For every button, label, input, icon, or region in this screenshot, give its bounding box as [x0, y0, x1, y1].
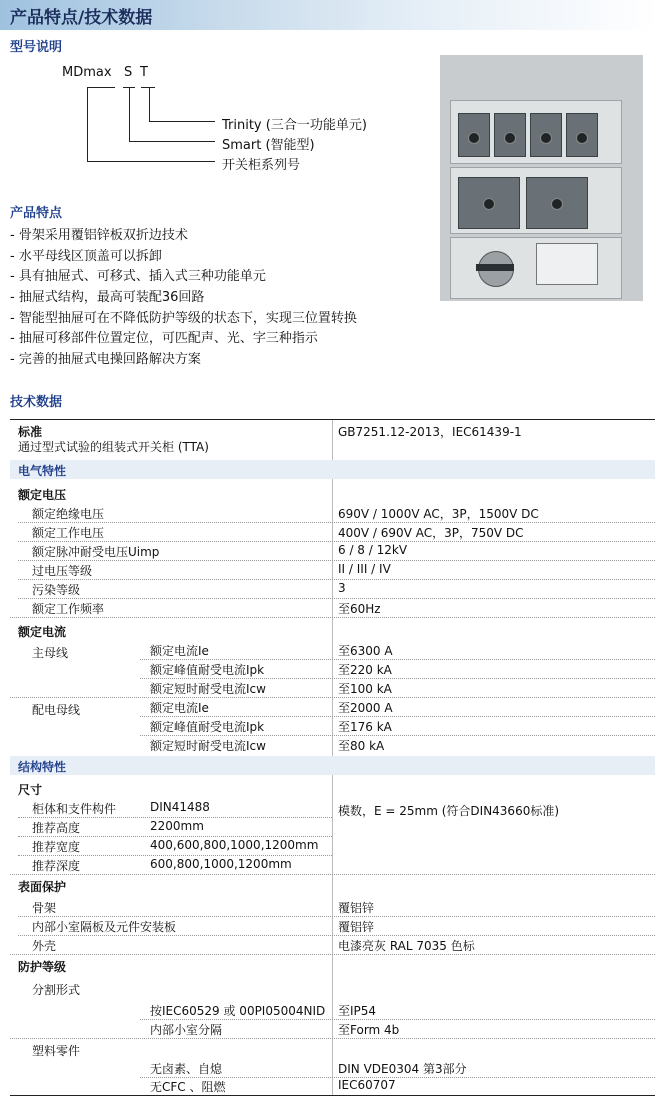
dist-bus-row-value: 至80 kA [338, 739, 385, 753]
size-row-label: 柜体和支件构件 [32, 802, 117, 816]
model-line [141, 87, 155, 88]
plastic-label: 塑料零件 [32, 1044, 81, 1058]
voltage-label: 额定工作频率 [32, 602, 105, 616]
rated-current-heading: 额定电流 [18, 625, 67, 639]
feature-item: - 具有抽屉式、可移式、插入式三种功能单元 [10, 269, 266, 284]
voltage-value: 6 / 8 / 12kV [338, 543, 408, 557]
main-bus-row-value: 至100 kA [338, 682, 392, 696]
model-line [149, 121, 215, 122]
feature-item: - 水平母线区顶盖可以拆卸 [10, 249, 162, 264]
page-header [0, 0, 659, 30]
partition-row-value: 至IP54 [338, 1004, 377, 1018]
protection-heading: 防护等级 [18, 960, 67, 974]
model-heading: 型号说明 [10, 40, 63, 55]
model-t: T [140, 65, 148, 80]
size-row-label: 推荐宽度 [32, 840, 81, 854]
dist-bus-row-label: 额定峰值耐受电流Ipk [150, 720, 265, 734]
dist-bus-row-value: 至176 kA [338, 720, 392, 734]
voltage-label: 污染等级 [32, 583, 81, 597]
plastic-row-mid: 无CFC 、阻燃 [150, 1080, 226, 1094]
tech-table [10, 419, 655, 1096]
feature-item: - 骨架采用覆铝锌板双折边技术 [10, 228, 188, 243]
standard-value: GB7251.12-2013，IEC61439-1 [338, 425, 522, 439]
dist-bus-label: 配电母线 [32, 703, 81, 717]
dist-bus-row-label: 额定电流Ie [150, 701, 209, 715]
model-line [87, 161, 215, 162]
standard-label: 标准 [18, 425, 43, 439]
model-line [87, 87, 115, 88]
main-bus-row-label: 额定短时耐受电流Icw [150, 682, 266, 696]
dist-bus-row-value: 至2000 A [338, 701, 393, 715]
plastic-row-value: DIN VDE0304 第3部分 [338, 1062, 467, 1076]
size-row-label: 推荐深度 [32, 859, 81, 873]
tech-heading: 技术数据 [10, 395, 63, 410]
size-value: 模数，E = 25mm (符合DIN43660标准) [338, 804, 560, 818]
standard-sub: 通过型式试验的组装式开关柜 (TTA) [18, 440, 209, 454]
model-trinity: Trinity (三合一功能单元) [222, 118, 367, 133]
surface-row-label: 外壳 [32, 939, 57, 953]
feature-item: - 完善的抽屉式电操回路解决方案 [10, 352, 201, 367]
rated-voltage-heading: 额定电压 [18, 488, 67, 502]
surface-row-value: 电漆亮灰 RAL 7035 色标 [338, 939, 475, 953]
size-row-label: 推荐高度 [32, 821, 81, 835]
plastic-row-mid: 无卤素、自熄 [150, 1062, 223, 1076]
surface-row-label: 骨架 [32, 901, 57, 915]
model-s: S [124, 65, 133, 80]
model-line [129, 141, 215, 142]
plastic-row-value: IEC60707 [338, 1078, 396, 1092]
model-smart: Smart (智能型) [222, 138, 315, 153]
main-bus-row-label: 额定电流Ie [150, 644, 209, 658]
partition-row-mid: 按IEC60529 或 00PI05004NID [150, 1004, 326, 1018]
surface-row-value: 覆铝锌 [338, 901, 375, 915]
size-row-mid: 2200mm [150, 819, 204, 833]
feature-item: - 智能型抽屉可在不降低防护等级的状态下，实现三位置转换 [10, 311, 357, 326]
feature-item: - 抽屉式结构，最高可装配36回路 [10, 290, 205, 305]
size-heading: 尺寸 [18, 783, 43, 797]
main-bus-row-value: 至6300 A [338, 644, 393, 658]
size-row-mid: DIN41488 [150, 800, 210, 814]
voltage-value: 3 [338, 581, 346, 595]
partition-label: 分割形式 [32, 983, 81, 997]
main-bus-row-value: 至220 kA [338, 663, 392, 677]
surface-heading: 表面保护 [18, 880, 67, 894]
voltage-label: 额定工作电压 [32, 526, 105, 540]
page-title: 产品特点/技术数据 [10, 8, 153, 28]
surface-row-label: 内部小室隔板及元件安装板 [32, 920, 177, 934]
model-series: 开关柜系列号 [222, 158, 301, 173]
voltage-value: 至60Hz [338, 602, 381, 616]
band-electrical: 电气特性 [10, 460, 655, 479]
model-line [87, 87, 88, 162]
voltage-label: 额定绝缘电压 [32, 507, 105, 521]
model-code: MDmax [62, 65, 112, 80]
voltage-value: II / III / IV [338, 562, 391, 576]
main-bus-row-label: 额定峰值耐受电流Ipk [150, 663, 265, 677]
band-structure: 结构特性 [10, 756, 655, 775]
voltage-label: 额定脉冲耐受电压Uimp [32, 545, 160, 559]
main-bus-label: 主母线 [32, 646, 69, 660]
model-line [149, 87, 150, 122]
surface-row-value: 覆铝锌 [338, 920, 375, 934]
switchgear-photo [440, 55, 643, 301]
partition-row-mid: 内部小室分隔 [150, 1023, 223, 1037]
partition-row-value: 至Form 4b [338, 1023, 400, 1037]
features-heading: 产品特点 [10, 206, 63, 221]
feature-item: - 抽屉可移部件位置定位，可匹配声、光、字三种指示 [10, 331, 318, 346]
size-row-mid: 600,800,1000,1200mm [150, 857, 292, 871]
voltage-value: 400V / 690V AC，3P，750V DC [338, 526, 524, 540]
voltage-label: 过电压等级 [32, 564, 93, 578]
model-line [129, 87, 130, 142]
size-row-mid: 400,600,800,1000,1200mm [150, 838, 319, 852]
dist-bus-row-label: 额定短时耐受电流Icw [150, 739, 266, 753]
voltage-value: 690V / 1000V AC，3P，1500V DC [338, 507, 539, 521]
